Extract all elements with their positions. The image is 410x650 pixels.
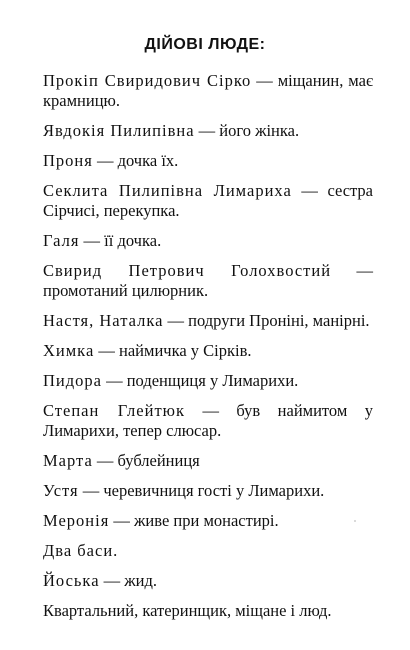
character-name: Квартальний, катеринщик, міщане і люд. bbox=[43, 601, 332, 620]
list-item bbox=[43, 231, 373, 251]
character-name: Проня bbox=[43, 151, 93, 170]
list-item bbox=[43, 451, 373, 471]
dash: — bbox=[106, 371, 123, 390]
character-description: його жінка. bbox=[219, 121, 300, 140]
list-item bbox=[43, 121, 373, 141]
list-item bbox=[43, 371, 373, 391]
list-item bbox=[43, 601, 373, 621]
character-description: подруги Проніні, манірні. bbox=[188, 311, 370, 330]
dash: — bbox=[202, 401, 219, 420]
dash: — bbox=[96, 451, 114, 470]
character-description: був наймитом у Лимарихи, тепер слюсар. bbox=[43, 401, 373, 440]
character-description: промотаний цилюрник. bbox=[43, 281, 209, 300]
character-name: Секлита Пилипівна Лимариха bbox=[43, 181, 292, 200]
character-description: жид. bbox=[124, 571, 158, 590]
list-item bbox=[43, 541, 373, 561]
character-name: Прокіп Свиридович Сірко bbox=[43, 71, 252, 90]
character-name: Устя bbox=[43, 481, 79, 500]
dash: — bbox=[103, 571, 121, 590]
character-description: міщанин, має крамницю. bbox=[43, 71, 374, 110]
character-description: сестра Сірчисі, перекупка. bbox=[43, 181, 374, 220]
character-name: Настя, Наталка bbox=[43, 311, 164, 330]
page-title: ДІЙОВІ ЛЮДЕ: bbox=[144, 36, 266, 53]
list-item bbox=[43, 401, 373, 441]
character-description: бублейниця bbox=[117, 451, 200, 470]
dash: — bbox=[256, 71, 273, 90]
list-item bbox=[43, 511, 373, 531]
character-name: Явдокія Пилипівна bbox=[43, 121, 195, 140]
character-name: Два баси. bbox=[43, 541, 119, 560]
dash: — bbox=[356, 261, 373, 280]
character-description: поденщиця у Лимарихи. bbox=[126, 371, 299, 390]
character-name: Химка bbox=[43, 341, 95, 360]
character-description: її дочка. bbox=[104, 231, 162, 250]
character-name: Степан Глейтюк bbox=[43, 401, 185, 420]
list-item bbox=[43, 71, 373, 111]
character-description: черевичниця гості у Лимарихи. bbox=[103, 481, 325, 500]
dash: — bbox=[98, 341, 115, 360]
character-name: Меронія bbox=[43, 511, 110, 530]
dash: — bbox=[82, 481, 100, 500]
list-item bbox=[43, 181, 373, 221]
character-description: дочка їх. bbox=[117, 151, 179, 170]
dash: — bbox=[96, 151, 114, 170]
character-name: Йоська bbox=[43, 571, 100, 590]
character-name: Марта bbox=[43, 451, 93, 470]
dash: — bbox=[167, 311, 185, 330]
character-name: Галя bbox=[43, 231, 80, 250]
list-item bbox=[43, 311, 373, 331]
character-description: живе при монастирі. bbox=[134, 511, 279, 530]
paper-speck bbox=[354, 520, 356, 522]
character-description: наймичка у Сірків. bbox=[119, 341, 252, 360]
character-name: Пидора bbox=[43, 371, 102, 390]
list-item bbox=[43, 341, 373, 361]
cast-list bbox=[43, 71, 373, 631]
list-item bbox=[43, 571, 373, 591]
list-item bbox=[43, 151, 373, 171]
dash: — bbox=[301, 181, 318, 200]
dash: — bbox=[113, 511, 130, 530]
dash: — bbox=[83, 231, 101, 250]
character-name: Свирид Петрович Голохвостий bbox=[43, 261, 332, 280]
list-item bbox=[43, 261, 373, 301]
list-item bbox=[43, 481, 373, 501]
dash: — bbox=[198, 121, 216, 140]
